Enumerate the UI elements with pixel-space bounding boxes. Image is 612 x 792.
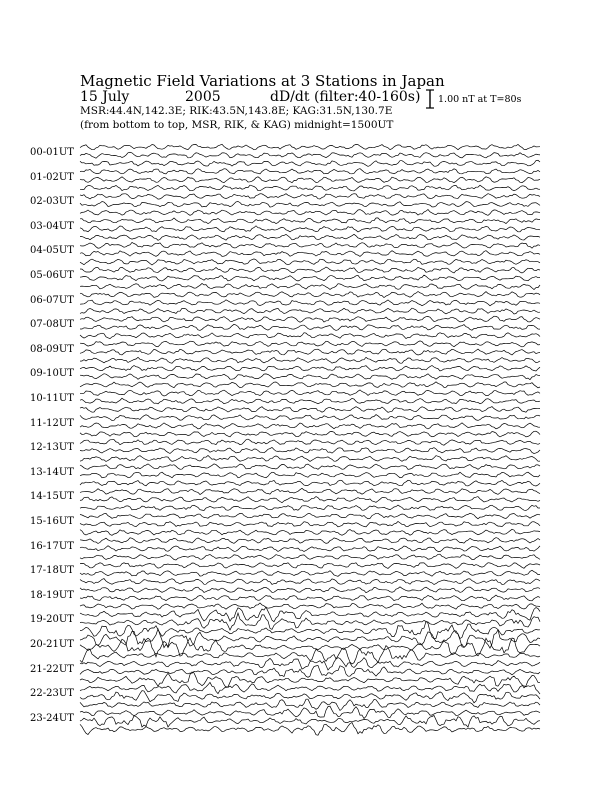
trace-kag: [80, 333, 540, 339]
hour-label: 02-03UT: [30, 196, 74, 208]
trace-msr: [80, 242, 540, 248]
scale-label: 1.00 nT at T=80s: [438, 94, 522, 105]
chart-title: Magnetic Field Variations at 3 Stations in Japan: [80, 72, 445, 90]
date-label: 15 July: [80, 89, 130, 105]
hour-label: 06-07UT: [30, 294, 74, 306]
hour-label: 14-15UT: [30, 491, 74, 503]
trace-kag: [80, 554, 540, 560]
trace-msr: [80, 390, 540, 396]
trace-msr: [80, 267, 540, 273]
trace-msr: [80, 629, 540, 648]
trace-kag: [80, 160, 540, 166]
trace-rik: [80, 177, 540, 183]
trace-rik: [80, 522, 540, 527]
trace-msr: [80, 415, 540, 421]
trace-rik: [80, 546, 540, 552]
trace-msr: [80, 316, 540, 322]
trace-rik: [80, 570, 540, 576]
trace-msr: [80, 563, 540, 569]
trace-msr: [80, 538, 540, 544]
trace-rik: [80, 497, 540, 503]
trace-kag: [80, 382, 540, 388]
trace-msr: [80, 587, 540, 593]
trace-rik: [80, 349, 540, 355]
trace-kag: [80, 621, 540, 638]
trace-kag: [80, 480, 540, 486]
hour-label: 19-20UT: [30, 614, 74, 626]
trace-group: [80, 144, 540, 735]
trace-msr: [80, 464, 540, 470]
trace-msr: [80, 488, 540, 494]
hour-label: 17-18UT: [30, 565, 74, 577]
trace-kag: [80, 234, 540, 240]
hour-label: 23-24UT: [30, 712, 74, 724]
trace-kag: [80, 699, 540, 710]
trace-rik: [80, 472, 540, 478]
trace-rik: [80, 251, 540, 257]
trace-kag: [80, 456, 540, 462]
trace-msr: [80, 706, 540, 718]
trace-kag: [80, 357, 540, 363]
trace-rik: [80, 324, 540, 330]
hour-label: 16-17UT: [30, 540, 74, 552]
hour-label: 07-08UT: [30, 319, 74, 331]
trace-kag: [80, 259, 540, 265]
trace-kag: [80, 579, 540, 585]
hour-label: 20-21UT: [30, 639, 74, 650]
hour-label: 08-09UT: [30, 343, 74, 355]
mode-label: dD/dt (filter:40-160s): [270, 89, 421, 105]
trace-msr: [80, 366, 540, 372]
hour-label: 13-14UT: [30, 466, 74, 478]
hour-label: 11-12UT: [30, 417, 74, 429]
trace-kag: [80, 284, 540, 290]
trace-kag: [80, 529, 540, 535]
hour-label: 00-01UT: [30, 147, 74, 158]
trace-msr: [80, 144, 540, 150]
trace-kag: [80, 210, 540, 216]
hour-label: 18-19UT: [30, 589, 74, 601]
trace-rik: [80, 300, 540, 306]
trace-rik: [80, 374, 540, 380]
trace-rik: [80, 152, 540, 158]
trace-msr: [80, 292, 540, 298]
hour-label: 10-11UT: [30, 393, 74, 404]
hour-label: 03-04UT: [30, 220, 74, 232]
year-label: 2005: [185, 89, 221, 105]
trace-kag: [80, 308, 540, 314]
trace-msr: [80, 169, 540, 174]
trace-rik: [80, 447, 540, 453]
trace-rik: [80, 666, 540, 678]
trace-msr: [80, 218, 540, 224]
trace-rik: [80, 613, 540, 630]
trace-kag: [80, 407, 540, 413]
trace-rik: [80, 691, 540, 703]
hour-label: 05-06UT: [30, 270, 74, 281]
order-note: (from bottom to top, MSR, RIK, & KAG) midnight=1500UT: [80, 119, 394, 131]
trace-kag: [80, 505, 540, 510]
hour-label: 09-10UT: [30, 368, 74, 380]
trace-kag: [80, 603, 540, 609]
trace-msr: [80, 513, 540, 519]
trace-msr: [80, 194, 540, 200]
hour-label: 01-02UT: [30, 171, 74, 183]
hour-label: 22-23UT: [30, 688, 74, 700]
trace-rik: [80, 423, 540, 429]
trace-rik: [80, 398, 540, 404]
trace-rik: [80, 595, 540, 601]
hour-label: 21-22UT: [30, 663, 74, 675]
trace-rik: [80, 275, 540, 281]
stations-label: MSR:44.4N,142.3E; RIK:43.5N,143.8E; KAG:31.5N,130.7E: [80, 105, 393, 117]
trace-rik: [80, 716, 540, 728]
trace-kag: [80, 431, 540, 437]
trace-msr: [80, 682, 540, 694]
hour-label: 15-16UT: [30, 516, 74, 527]
trace-msr: [80, 341, 540, 347]
trace-msr: [80, 439, 540, 445]
scale-bar: [426, 90, 434, 108]
trace-rik: [80, 202, 540, 208]
hour-label: 04-05UT: [30, 245, 74, 257]
trace-kag: [80, 185, 540, 191]
trace-rik: [80, 226, 540, 232]
trace-kag: [80, 723, 540, 736]
trace-msr: [80, 658, 540, 670]
trace-msr: [80, 607, 540, 622]
trace-kag: [80, 672, 540, 688]
hour-label: 12-13UT: [30, 442, 74, 454]
